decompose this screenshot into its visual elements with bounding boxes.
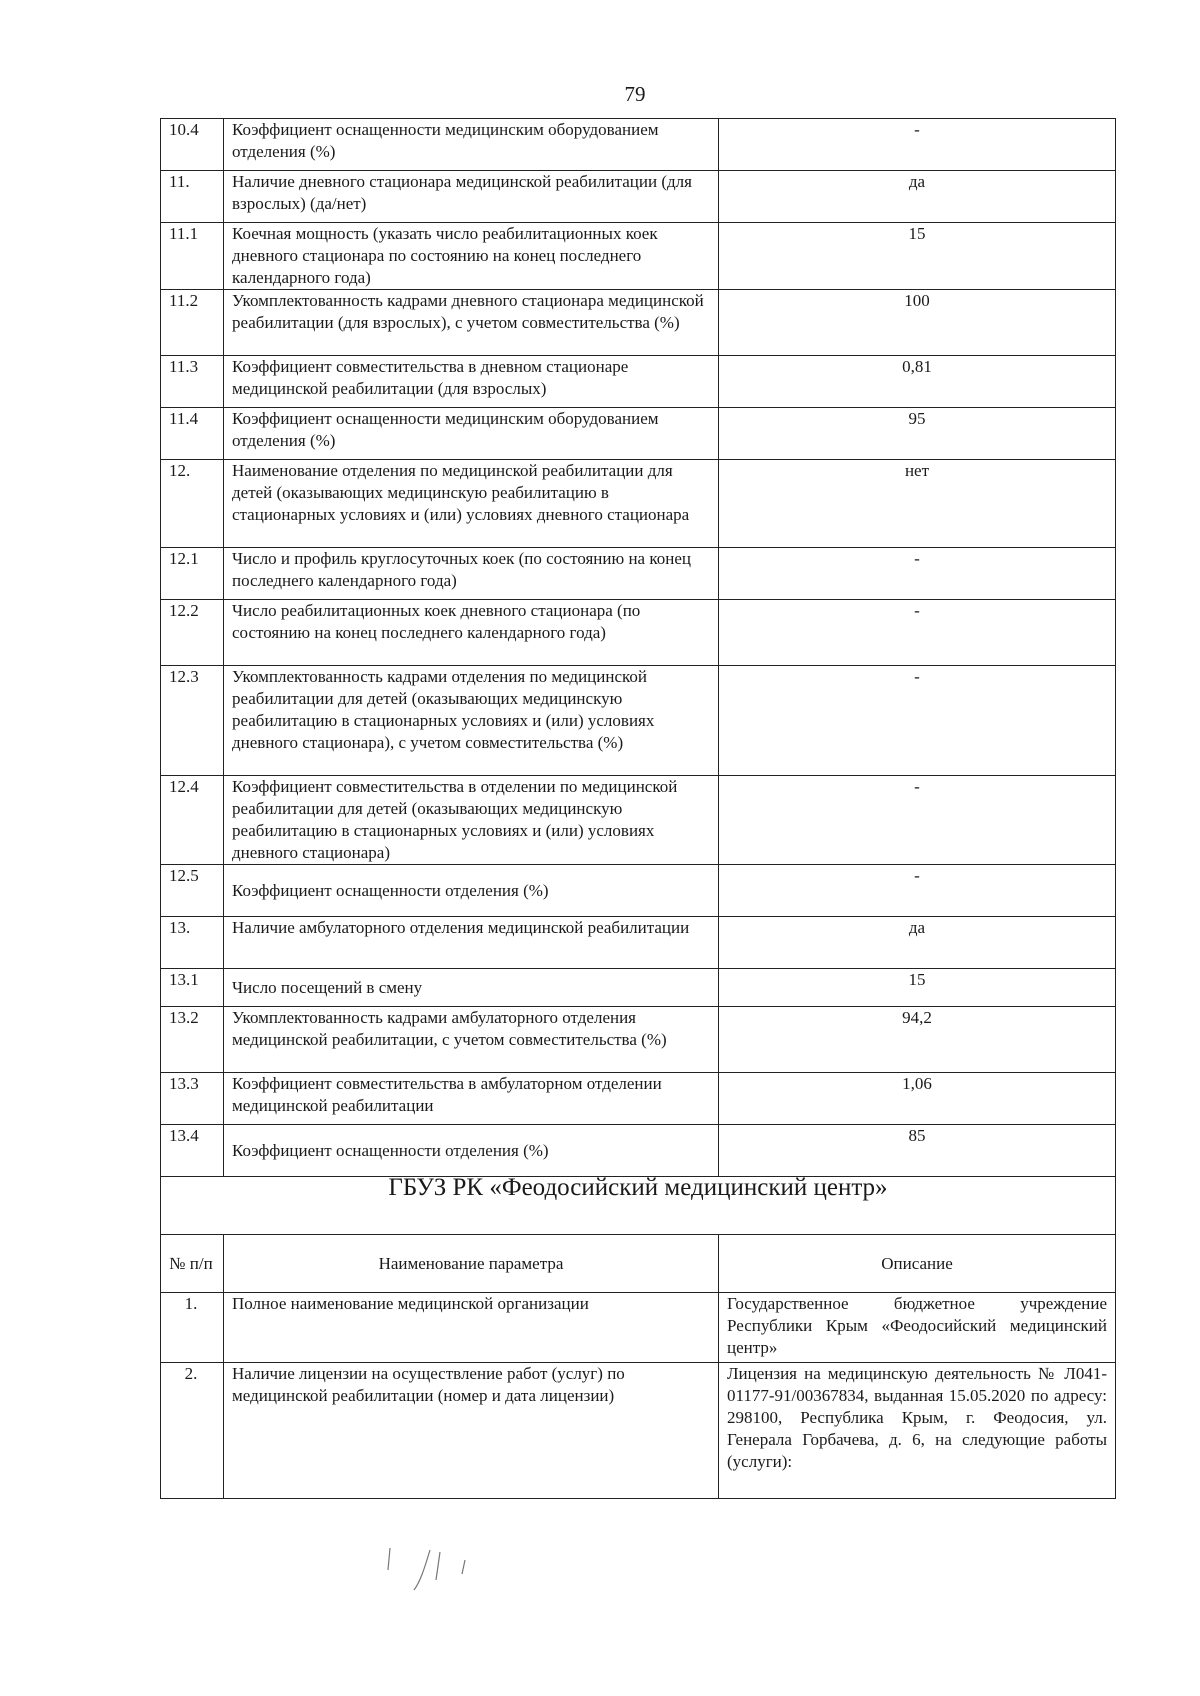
table-row [161,600,1116,666]
row-number: 1. [161,1293,224,1363]
row-number: 11.4 [161,408,224,460]
row-number: 12.1 [161,548,224,600]
table-row [161,969,1116,1007]
bottom-rows [161,1293,1116,1499]
table-row [161,1073,1116,1125]
table-row [161,119,1116,171]
org-title: ГБУЗ РК «Феодосийский медицинский центр» [161,1177,1116,1235]
row-number: 13.2 [161,1007,224,1073]
parameter-name: Коэффициент совместительства в амбулаторном отделении медицинской реабилитации [224,1073,719,1125]
parameter-value: - [719,865,1116,917]
parameter-name: Укомплектованность кадрами дневного стационара медицинской реабилитации (для взрослых), с учетом совместительства (%) [224,290,719,356]
table-row [161,356,1116,408]
table-row [161,1293,1116,1363]
table-row [161,865,1116,917]
row-number: 11.2 [161,290,224,356]
parameter-name: Коечная мощность (указать число реабилитационных коек дневного стационара по состоянию на конец последнего календарного года) [224,223,719,290]
row-number: 11.3 [161,356,224,408]
parameter-name: Число и профиль круглосуточных коек (по состоянию на конец последнего календарного года) [224,548,719,600]
parameter-value: да [719,171,1116,223]
top-rows [161,119,1116,1177]
parameter-value: нет [719,460,1116,548]
row-number: 12.2 [161,600,224,666]
parameter-name: Коэффициент совместительства в отделении по медицинской реабилитации для детей (оказывающих медицинскую реабилитацию в стационарных условиях и (или) условиях дневного стационара) [224,776,719,865]
row-number: 11.1 [161,223,224,290]
parameter-description: Государственное бюджетное учреждение Республики Крым «Феодосийский медицинский центр» [719,1293,1116,1363]
table-row [161,290,1116,356]
row-number: 12.4 [161,776,224,865]
table-row [161,548,1116,600]
parameter-value: - [719,600,1116,666]
parameter-value: 15 [719,223,1116,290]
parameters-table [160,118,1116,1499]
header-desc: Описание [719,1235,1116,1293]
parameter-name: Наличие дневного стационара медицинской реабилитации (для взрослых) (да/нет) [224,171,719,223]
parameter-name: Коэффициент совместительства в дневном стационаре медицинской реабилитации (для взрослых) [224,356,719,408]
parameter-value: - [719,119,1116,171]
parameter-value: 1,06 [719,1073,1116,1125]
parameter-name: Коэффициент оснащенности медицинским оборудованием отделения (%) [224,119,719,171]
parameter-name: Коэффициент оснащенности отделения (%) [224,865,719,917]
header-num: № п/п [161,1235,224,1293]
table-row [161,1125,1116,1177]
parameter-name: Коэффициент оснащенности медицинским оборудованием отделения (%) [224,408,719,460]
row-number: 12. [161,460,224,548]
table-row [161,776,1116,865]
table-row [161,917,1116,969]
table-row [161,223,1116,290]
row-number: 13.1 [161,969,224,1007]
parameter-name: Число реабилитационных коек дневного стационара (по состоянию на конец последнего календарного года) [224,600,719,666]
table-row [161,460,1116,548]
parameter-value: - [719,776,1116,865]
parameter-value: 85 [719,1125,1116,1177]
parameter-name: Число посещений в смену [224,969,719,1007]
org-title-row [161,1177,1116,1235]
parameter-name: Наименование отделения по медицинской реабилитации для детей (оказывающих медицинскую реабилитацию в стационарных условиях и (или) условиях дневного стационара [224,460,719,548]
table-row [161,408,1116,460]
parameter-value: 0,81 [719,356,1116,408]
header-param: Наименование параметра [224,1235,719,1293]
parameter-value: да [719,917,1116,969]
table-row [161,1363,1116,1499]
table-row [161,1007,1116,1073]
parameter-name: Укомплектованность кадрами отделения по медицинской реабилитации для детей (оказывающих медицинскую реабилитацию в стационарных условиях и (или) условиях дневного стационара), с учетом совместительства (%) [224,666,719,776]
parameter-value: - [719,666,1116,776]
row-number: 11. [161,171,224,223]
parameter-description: Лицензия на медицинскую деятельность № Л041-01177-91/00367834, выданная 15.05.2020 по адресу: 298100, Республика Крым, г. Феодосия, ул. Генерала Горбачева, д. 6, на следующие работы (услуги): [719,1363,1116,1499]
parameter-value: 95 [719,408,1116,460]
parameter-name: Коэффициент оснащенности отделения (%) [224,1125,719,1177]
row-number: 12.5 [161,865,224,917]
parameter-value: 15 [719,969,1116,1007]
row-number: 13.4 [161,1125,224,1177]
parameter-name: Наличие лицензии на осуществление работ (услуг) по медицинской реабилитации (номер и дата лицензии) [224,1363,719,1499]
parameter-name: Укомплектованность кадрами амбулаторного отделения медицинской реабилитации, с учетом совместительства (%) [224,1007,719,1073]
parameter-value: 94,2 [719,1007,1116,1073]
parameter-name: Полное наименование медицинской организации [224,1293,719,1363]
row-number: 13. [161,917,224,969]
row-number: 10.4 [161,119,224,171]
row-number: 12.3 [161,666,224,776]
table-row [161,171,1116,223]
parameter-value: 100 [719,290,1116,356]
page-number: 79 [624,82,646,106]
row-number: 2. [161,1363,224,1499]
parameter-name: Наличие амбулаторного отделения медицинской реабилитации [224,917,719,969]
parameter-value: - [719,548,1116,600]
table-header-row [161,1235,1116,1293]
row-number: 13.3 [161,1073,224,1125]
org-section [161,1174,1116,1293]
table-row [161,666,1116,776]
handwritten-mark [370,1540,490,1600]
